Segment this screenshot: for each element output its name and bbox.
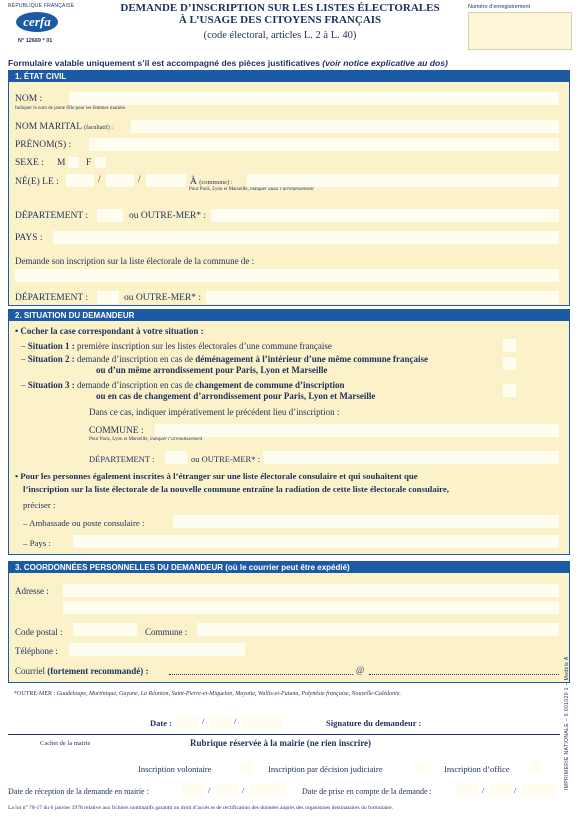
sexe-f-checkbox[interactable] [95,157,106,168]
mairie-divider [8,734,560,735]
nom-marital-text: NOM MARITAL [15,122,82,132]
prise-slash-1: / [482,785,485,795]
demande-label: Demande son inscription sur la liste électorale de la commune de : [15,256,255,266]
judiciaire-label: Inscription par décision judiciaire [268,764,383,774]
pays-field[interactable] [53,231,559,244]
cerfa-number: N° 12669 * 01 [18,38,53,44]
pays-2-field[interactable] [73,535,559,548]
signature-date-label: Date : [150,718,172,728]
validity-text: Formulaire valable uniquement s’il est accompagné des pièces justificatives [8,58,320,68]
situation-1-label: Situation 1 : [27,341,75,351]
cachet-label: Cachet de la mairie [40,740,91,747]
prenoms-field[interactable] [89,138,559,151]
form-subtitle: (code électoral, articles L. 2 à L. 40) [203,30,357,41]
section-situation [8,309,570,555]
volontaire-checkbox[interactable] [240,762,251,773]
adresse-field-2[interactable] [63,601,559,614]
departement-field[interactable] [97,209,123,222]
commune-2-hint-a: Pour Paris, Lyon et Marseille, [89,437,149,442]
situation-3-label: Situation 3 : [27,380,75,390]
commune-hint-b: indiquer aussi l’arrondissement [249,187,314,192]
registration-number-field[interactable] [468,12,572,50]
commune-paren-text: (commune) : [199,179,233,186]
title-line-2: À L’USAGE DES CITOYENS FRANÇAIS [178,14,382,26]
validity-link-note: (voir notice explicative au dos) [322,58,448,68]
prise-slash-2: / [514,785,517,795]
form-title [120,2,440,26]
date-slash-2: / [138,175,141,185]
commune-3-label: Commune : [145,627,188,637]
section-etat-civil [8,70,570,306]
telephone-label: Téléphone : [15,646,58,656]
reception-label: Date de réception de la demande en mairie : [8,787,149,796]
previous-location-label: Dans ce cas, indiquer impérativement le précédent lieu d’inscription : [89,407,340,417]
abroad-line-1-text: Pour les personnes également inscrites à l’étranger sur une liste électorale consulaire et qui souhaitent que [20,471,418,481]
nom-marital-label [15,122,113,132]
birth-year-field[interactable] [146,174,186,187]
commune-2-hint [89,437,202,442]
courriel-note: (fortement recommandé) : [47,666,149,676]
departement-2-label: DÉPARTEMENT : [15,293,89,303]
telephone-field[interactable] [69,643,245,656]
commune-label: COMMUNE : [89,426,144,436]
outre-mer-3-label: ou OUTRE-MER* : [191,454,260,464]
section-2-heading: 2. SITUATION DU DEMANDEUR [9,310,569,321]
registration-label: Numéro d’enregistrement [468,4,531,10]
commune-2-hint-b: indiquer l’arrondissement [149,437,203,442]
situation-intro: • Cocher la case correspondant à votre situation : [15,326,204,336]
validity-note [8,58,448,68]
legal-notice: La loi n° 78-17 du 6 janvier 1978 relative aux fichiers nominatifs garantit un droit d’accès et de rectification des données auprès des organismes destinataires du formulaire. [8,805,394,811]
nom-hint: Indiquer le nom de jeune fille pour les femmes mariées [15,106,126,111]
office-label: Inscription d’office [444,764,510,774]
date-slash-1: / [98,175,101,185]
footnote-label: *OUTRE-MER : [14,691,56,697]
signature-month-field[interactable] [210,715,232,728]
situation-1-row: – Situation 1 : première inscription sur les listes électorales d’une commune française [21,341,332,351]
ambassade-label: – Ambassade ou poste consulaire : [23,518,145,528]
signature-day-field[interactable] [176,715,198,728]
courriel-text: Courriel [15,666,45,676]
adresse-field-1[interactable] [63,584,559,597]
outre-mer-2-field[interactable] [206,291,559,304]
nom-field[interactable] [69,92,559,105]
sexe-f-label: F [86,158,92,168]
sig-slash-2: / [234,716,237,726]
nom-marital-field[interactable] [131,120,559,133]
commune-a-label [190,177,233,187]
outre-mer-3-field[interactable] [263,451,559,464]
prenoms-label: PRÉNOM(S) : [15,140,72,150]
situation-3-checkbox[interactable] [503,384,516,397]
sexe-m-checkbox[interactable] [68,157,79,168]
reception-day-field[interactable] [182,784,204,797]
situation-3-text: demande d’inscription en cas de [77,380,193,390]
footnote-text: Guadeloupe, Martinique, Guyane, La Réunion, Saint-Pierre-et-Miquelon, Mayotte, Wallis-et-Futuna, Polynésie française, Nouvelle-Calédonie. [56,691,401,697]
prise-year-field[interactable] [522,784,556,797]
departement-3-label: DÉPARTEMENT : [89,454,155,464]
title-line-1: DEMANDE D’INSCRIPTION SUR LES LISTES ÉLECTORALES [120,2,440,14]
birth-day-field[interactable] [66,174,94,187]
volontaire-label: Inscription volontaire [138,764,212,774]
situation-2-text: demande d’inscription en cas de [77,354,193,364]
situation-2-bold-a: déménagement à l’intérieur d’une même commune française [195,354,429,364]
outre-mer-label: ou OUTRE-MER* : [129,211,207,221]
courriel-domain-field[interactable] [369,664,559,675]
outre-mer-footnote [14,691,401,697]
section-1-heading: 1. ÉTAT CIVIL [9,71,569,82]
section-3-heading: 3. COORDONNÉES PERSONNELLES DU DEMANDEUR (où le courrier peut être expédié) [9,562,569,573]
facultatif-text: (facultatif) : [84,125,113,131]
situation-1-text: première inscription sur les listes électorales d’une commune française [77,341,332,351]
outre-mer-field[interactable] [211,209,559,222]
reception-month-field[interactable] [216,784,238,797]
outre-mer-2-label: ou OUTRE-MER* : [124,293,202,303]
courriel-label [15,666,149,676]
preciser-label: préciser : [23,500,56,510]
adresse-label: Adresse : [15,586,49,596]
inscription-commune-field[interactable] [15,269,559,282]
pays-label: PAYS : [15,233,43,243]
mairie-heading: Rubrique réservée à la mairie (ne rien inscrire) [190,738,372,748]
situation-1-checkbox[interactable] [503,339,516,352]
sexe-m-label: M [57,158,66,168]
birth-month-field[interactable] [106,174,134,187]
birth-commune-field[interactable] [247,174,559,187]
pays-2-label: – Pays : [23,538,51,548]
cerfa-logo: cerfa [16,12,58,32]
departement-2-field[interactable] [97,291,119,304]
situation-2-checkbox[interactable] [503,357,516,370]
signature-label: Signature du demandeur : [326,718,422,728]
situation-3-row: – Situation 3 : demande d’inscription en cas de changement de commune d’inscription [21,380,345,390]
previous-commune-field[interactable] [155,424,559,437]
code-postal-label: Code postal : [15,627,63,637]
ambassade-field[interactable] [173,515,559,528]
departement-3-field[interactable] [165,451,187,464]
departement-label: DÉPARTEMENT : [15,211,89,221]
code-postal-field[interactable] [73,623,137,636]
nom-label: NOM : [15,94,43,104]
form-header [0,0,580,54]
section-coordonnees [8,561,570,683]
situation-2-bold-b: ou d’un même arrondissement pour Paris, Lyon et Marseille [96,365,328,375]
sexe-label: SEXE : [15,158,44,168]
republique-label: RÉPUBLIQUE FRANÇAISE [8,3,75,9]
rec-slash-2: / [242,785,245,795]
commune-hint [189,187,314,192]
rec-slash-1: / [208,785,211,795]
prise-day-field[interactable] [456,784,478,797]
prise-month-field[interactable] [490,784,512,797]
courriel-user-field[interactable] [169,664,353,675]
a-text: À [190,177,197,187]
situation-intro-text: Cocher la case correspondant à votre situation : [20,326,204,336]
judiciaire-checkbox[interactable] [414,762,425,773]
imprimerie-vertical-text: IMPRIMERIE NATIONALE – 6 001020 1 – Modèle A [564,656,570,790]
abroad-line-2: l’inscription sur la liste électorale de la nouvelle commune entraîne la radiation de cette liste électorale consulaire, [23,484,449,494]
commune-hint-a: Pour Paris, Lyon et Marseille, [189,187,249,192]
courriel-at: @ [356,665,365,675]
situation-2-row: – Situation 2 : demande d’inscription en cas de déménagement à l’intérieur d’une même commune française [21,354,429,364]
signature-year-field[interactable] [242,715,282,728]
reception-year-field[interactable] [250,784,286,797]
situation-3-bold-a: changement de commune d’inscription [195,380,345,390]
situation-3-bold-b: ou en cas de changement d’arrondissement pour Paris, Lyon et Marseille [96,391,376,401]
situation-2-label: Situation 2 : [27,354,75,364]
prise-label: Date de prise en compte de la demande : [302,787,432,796]
abroad-line-1: • Pour les personnes également inscrites à l’étranger sur une liste électorale consulaire et qui souhaitent que [15,471,418,481]
naissance-label: NÉ(E) LE : [15,177,59,187]
office-checkbox[interactable] [530,762,541,773]
commune-3-field[interactable] [197,623,559,636]
sig-slash-1: / [202,716,205,726]
